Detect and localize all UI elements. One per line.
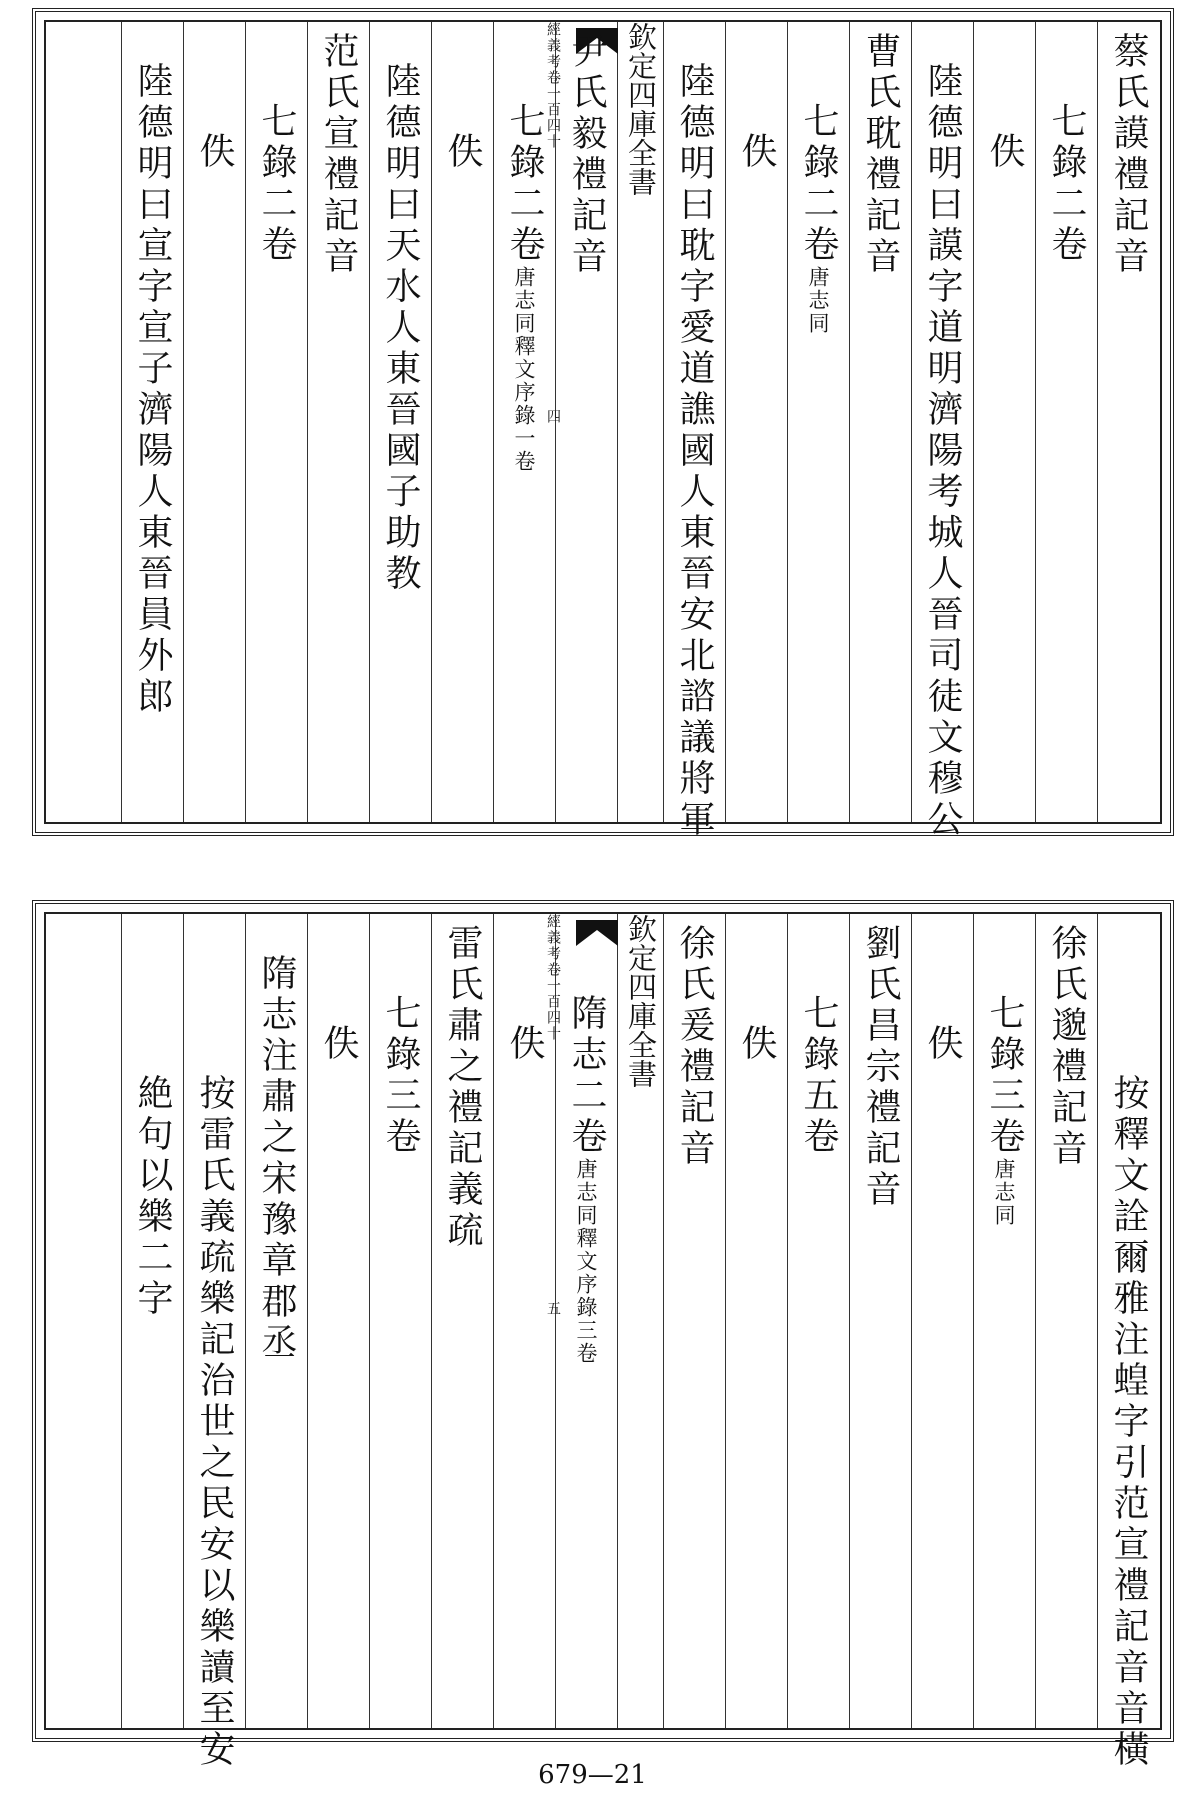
text-column: 佚 (736, 132, 777, 173)
text-column: 隋志注肅之宋豫章郡丞 (256, 954, 297, 1364)
annotation-note: 唐志同 (806, 266, 830, 335)
text-column: 蔡氏謨禮記音 (1108, 32, 1149, 278)
text-column: 佚 (984, 132, 1025, 173)
text-column: 佚 (922, 1024, 963, 1065)
text-column: 佚 (736, 1024, 777, 1065)
text-column: 七錄三卷 (380, 994, 421, 1158)
text-column: 七錄三卷唐志同 (984, 994, 1025, 1227)
top-page (32, 8, 1174, 841)
text-column: 曹氏耽禮記音 (860, 32, 901, 278)
text-column: 佚 (318, 1024, 359, 1065)
banner-volume: 經義考卷一百四十 (545, 22, 561, 150)
page-number: 679—21 (538, 1760, 647, 1790)
text-column: 陸德明曰天水人東晉國子助教 (380, 62, 421, 595)
text-column: 佚 (442, 132, 483, 173)
text-column: 七錄五卷 (798, 994, 839, 1158)
annotation-note: 唐志同釋文序錄三卷 (574, 1158, 598, 1365)
banner-page: 五 (545, 1301, 561, 1315)
text-column: 徐氏爰禮記音 (674, 924, 715, 1170)
annotation-note: 唐志同 (992, 1158, 1016, 1227)
text-column: 陸德明曰耽字愛道譙國人東晉安北諮議將軍 (674, 62, 715, 841)
text-column: 七錄二卷唐志同 (798, 102, 839, 335)
bottom-page (32, 900, 1174, 1771)
text-column: 尹氏毅禮記音 (566, 32, 607, 278)
text-column: 七錄二卷 (256, 102, 297, 266)
banner-title: 欽定四庫全書 (624, 22, 658, 196)
banner-volume: 經義考卷一百四十 (545, 914, 561, 1042)
text-column: 隋志二卷唐志同釋文序錄三卷 (566, 994, 607, 1365)
text-column: 佚 (504, 1024, 545, 1065)
bottom-page-frame (44, 912, 1162, 1771)
banner-page: 四 (545, 409, 561, 423)
text-column: 絶句以樂二字 (132, 1074, 173, 1320)
banner-title: 欽定四庫全書 (624, 914, 658, 1088)
annotation-note: 唐志同釋文序錄一卷 (512, 266, 536, 473)
top-page-frame (44, 20, 1162, 841)
text-column: 雷氏肅之禮記義疏 (442, 924, 483, 1252)
text-column: 佚 (194, 132, 235, 173)
text-column: 七錄二卷 (1046, 102, 1087, 266)
text-column: 陸德明曰謨字道明濟陽考城人晉司徒文穆公 (922, 62, 963, 841)
text-column: 按釋文詮爾雅注蝗字引范宣禮記音音橫 (1108, 1074, 1149, 1771)
text-column: 按雷氏義疏樂記治世之民安以樂讀至安 (194, 1074, 235, 1771)
text-column: 劉氏昌宗禮記音 (860, 924, 901, 1211)
text-column: 范氏宣禮記音 (318, 32, 359, 278)
text-column: 七錄二卷唐志同釋文序錄一卷 (504, 102, 545, 473)
text-column: 陸德明曰宣字宣子濟陽人東晉員外郎 (132, 62, 173, 718)
text-column: 徐氏邈禮記音 (1046, 924, 1087, 1170)
